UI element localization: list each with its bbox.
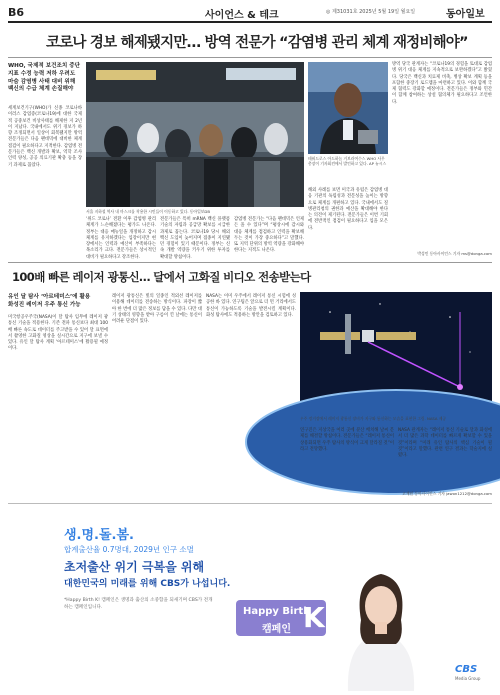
ad-text: 초저출산 위기 극복을 위해	[64, 560, 205, 574]
divider	[8, 57, 492, 58]
article-illustration	[300, 292, 492, 414]
section-title: 사이언스 & 테크	[205, 10, 279, 21]
badge-k-logo: K	[303, 601, 325, 634]
article-body-column: ‘위드 코로나’ 전환 이후 감염병 관리 체계가 느슨해졌다는 평가도 나온다. 정부는 대응 매뉴얼을 개정하고 감시 체계를 유지하겠다는 입장이지만 현장에서는 인력과 예산이 부족하다는 목소리가 크다. 전문가들은 상시적인 대비가 필요하다고 강조한다.	[86, 217, 156, 260]
article-body-column: 해외 사례를 보면 미국과 유럽은 감염병 대응 기관의 독립성과 전문성을 높이는 방향으로 체계를 개편하고 있다. 국내에서도 질병관리청의 권한과 예산을 확대해야 한다는 의견이 제기된다. 전문가들은 이번 기회에 전반적인 점검이 필요하다고 입을 모은다.	[308, 188, 388, 231]
divider	[8, 503, 492, 504]
photo-caption: 서울 지하철 역사 내 마스크를 착용한 시민들이 이동하고 있다. 동아일보DB	[86, 209, 210, 214]
space-laser-illustration	[300, 292, 492, 414]
article-body-column: 세계보건기구(WHO)가 신종 코로나바이러스 감염증(코로나19)에 대한 국제적 공중보건 비상사태를 해제한 지 2년이 지났다. 국내에서도 위기 경보가 하향 조정되면서 일상이 회복됐지만 방역 전문가들은 다음 팬데믹에 대비한 체계 점검이 필요하다고 지적한다. 감염병 전문가들은 백신 개발과 확보, 역학 조사 인력 양성, 공공 의료기관 확충 등을 장기 과제로 꼽았다.	[8, 106, 82, 168]
article-body-column: 방역 당국 관계자는 “코로나19의 경험을 토대로 감염병 위기 대응 체계를 지속적으로 보완하겠다”고 밝혔다. 당국은 백신과 치료제 비축, 병상 확보 계획 등을 포함한 중장기 로드맵을 마련하고 있다. 이와 함께 국제 협력도 강화할 예정이다. 전문가들은 정부와 민간이 함께 참여하는 상설 협의체가 필요하다고 조언한다.	[392, 62, 492, 105]
article-subhead: 유인 달 탐사 ‘아르테미스’에 활용 화성진 레이저 우주 통신 가능	[8, 294, 91, 308]
article-photo	[308, 62, 388, 154]
photo-caption: 테워드로스 아드하놈 거브러여수스 WHO 사무총장이 기자회견에서 발언하고 있다. AP 뉴시스	[308, 156, 387, 167]
article-body-column: 미국항공우주국(NASA)이 달 탐사 임무에 레이저 광통신 기술을 적용한다. 기존 전파 통신보다 최대 100배 빠른 속도로 데이터를 주고받을 수 있어 달 표면에서 촬영한 고화질 영상을 실시간으로 지구에 보낼 수 있다. 유인 달 탐사 계획 ‘아르테미스’에 활용될 예정이다.	[8, 315, 108, 352]
ad-tagline: 생.명.돌.봄.	[64, 528, 134, 543]
badge-text: 캠페인	[262, 624, 291, 635]
badge-text: Happy Birth	[243, 606, 311, 617]
subway-photo	[86, 62, 304, 207]
article-headline: 코로나 경보 해제됐지만… 방역 전문가 “감염병 관리 체계 재정비해야”	[46, 35, 468, 51]
article-body-column: NASA 관계자는 “레이저 통신 기술로 달과 화성에서 더 많은 과학 데이터를 빠르게 확보할 수 있을 것”이라며 “미래 유인 탐사의 핵심 기술이 될 것”이라고 말했다. 관련 연구 결과는 학술지에 실렸다.	[398, 428, 492, 459]
model-figure	[326, 560, 436, 691]
article-body-column: 전문가들은 특히 mRNA 백신 플랫폼 기술의 자립과 공급망 확보를 시급한 과제로 꼽는다. 코로나19 당시 해외 백신 도입이 늦어지며 접종이 지연됐던 경험이 있기 때문이다. 정부는 신속 개발 역량을 키우기 위한 투자를 확대할 방침이다.	[160, 217, 230, 260]
article-body-column: NASA는 이미 우주에서 레이저 통신 시험에 성공한 바 있다. 연구팀은 앞으로 더 먼 거리에서도 통신이 가능하도록 기술을 발전시킬 계획이다. 화성 탐사에도 적용하는 방안을 검토하고 있다.	[206, 294, 296, 318]
speaker-photo	[308, 62, 388, 154]
edition-info: ◎ 제31031호 2025년 5월 19일 월요일	[326, 9, 416, 15]
ad-text: 대한민국의 미래를 위해 CBS가 나섭니다.	[64, 579, 231, 589]
ad-footnote: *Happy Birth K! 캠페인은 생명과 출산의 소중함을 되새기며 CBS가 전개하는 캠페인입니다.	[64, 598, 213, 610]
newspaper-masthead: 동아일보	[446, 9, 485, 20]
article-photo	[86, 62, 304, 207]
page-number: B6	[8, 6, 25, 19]
article-body-column: 레이저 광통신은 빛의 일종인 적외선 레이저를 이용해 데이터를 전송하는 방식이다. 파장이 짧아 한 번에 더 많은 정보를 담을 수 있다. 다만 대기 상태의 영향을 받아 구름이 낀 날에는 통신이 어려운 단점이 있다.	[112, 294, 202, 325]
divider	[8, 262, 492, 263]
photo-caption: 우주 정거장에서 레이저 광통신 장비가 지구와 통신하는 모습을 표현한 그림. NASA 제공	[300, 416, 447, 421]
ad-model-photo	[326, 560, 436, 691]
article-body-column: 감염병 전문가는 “다음 팬데믹은 언제든 올 수 있다”며 “평상시에 감시와 대응 체계를 점검하고 인력을 확보해 두는 것이 가장 중요하다”고 말했다. 또 지역 단위의 방역 역량을 강화해야 한다는 지적도 나온다.	[234, 217, 304, 254]
cbs-logo: CBS	[455, 664, 478, 675]
article-headline: 100배 빠른 레이저 광통신… 달에서 고화질 비디오 전송받는다	[12, 270, 311, 284]
ad-text: 합계출산율 0.7명대, 2029년 인구 소멸	[64, 545, 194, 554]
article-body-column: 연구진은 지상국을 여러 곳에 분산 배치해 날씨 문제를 해결할 방침이다. 전문가들은 “레이저 통신이 상용화되면 우주 탐사의 방식이 크게 달라질 것”이라고 전망했다.	[300, 428, 394, 452]
article-byline: 고재원 동아사이언스 기자 jawon1212@donga.com	[402, 491, 492, 496]
cbs-logo-sub: Media Group	[455, 676, 481, 681]
header-rule	[8, 21, 492, 23]
article-subhead: WHO, 국제적 보건조치 중단 지표 수정 능력 저하 우려도 마숨 감염병 사태 대비 위해 백신의 수급 체계 손질해야	[8, 63, 81, 93]
article-byline: 박성민 동아사이언스 기자 ms@donga.com	[417, 251, 492, 256]
